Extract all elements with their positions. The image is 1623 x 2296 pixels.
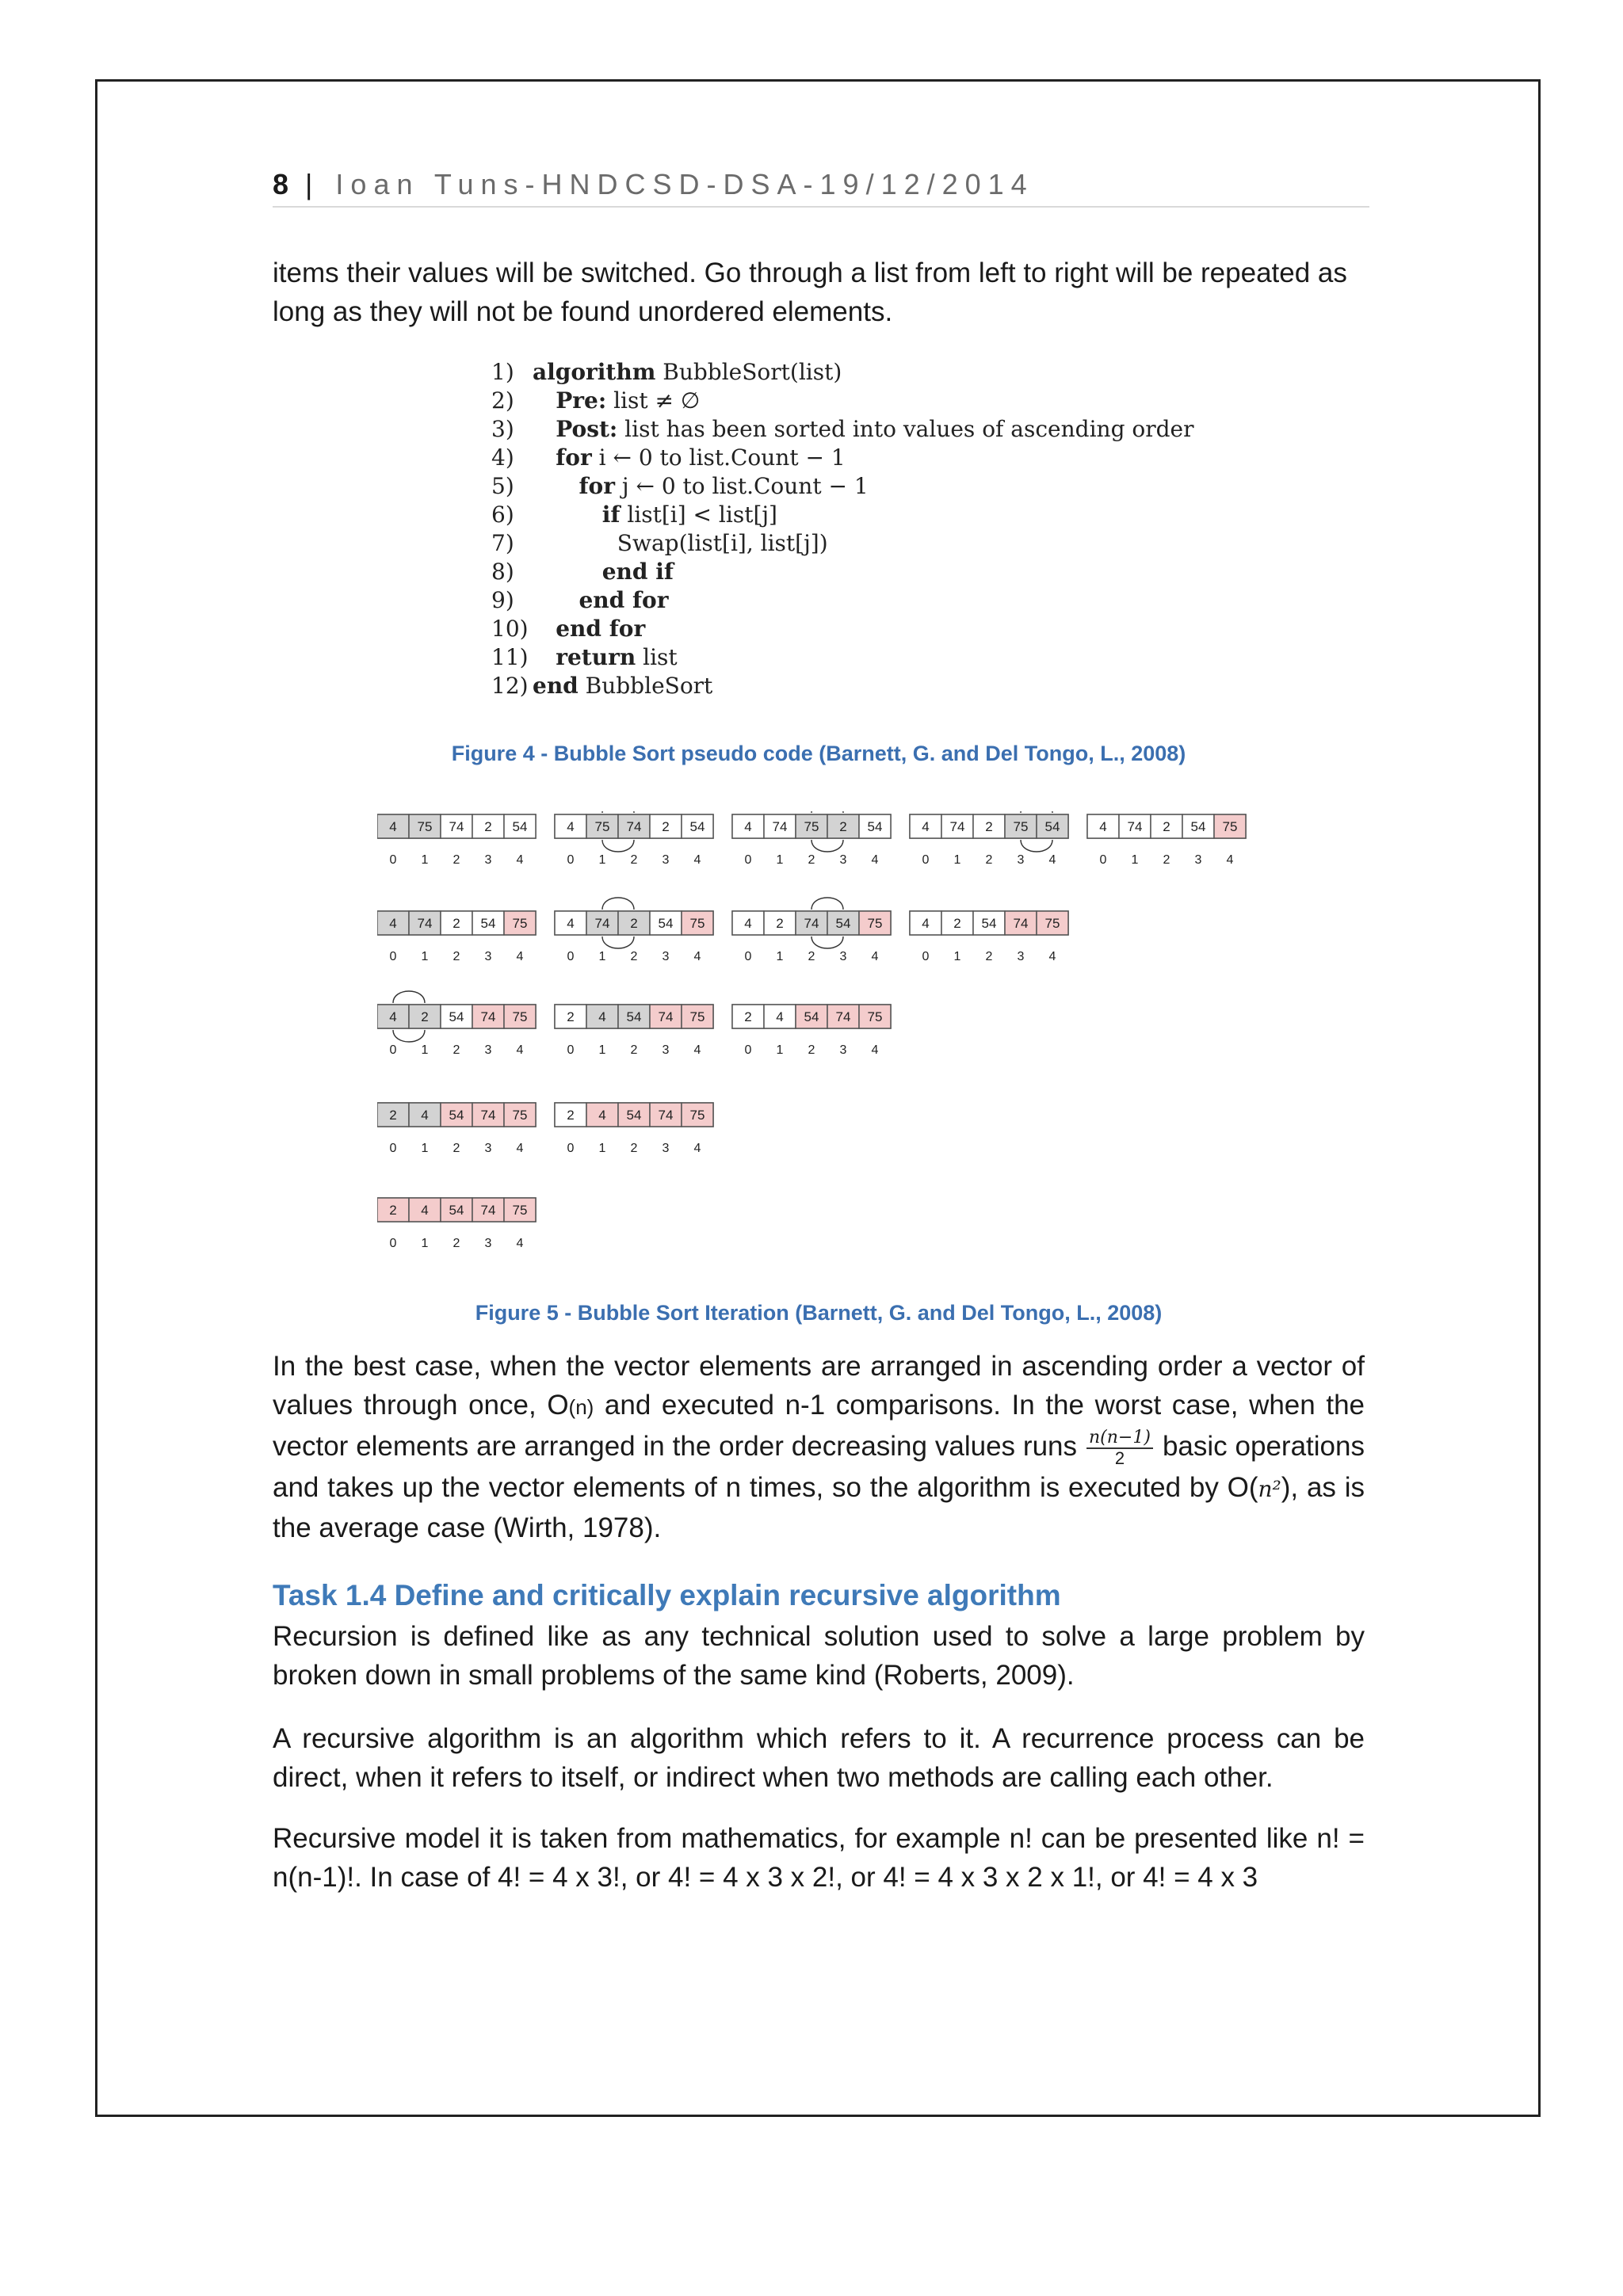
cell-index: 2 xyxy=(630,853,638,867)
array-state xyxy=(555,811,713,867)
swap-arc-bottom xyxy=(812,840,843,852)
cell-index: 3 xyxy=(484,1237,492,1250)
cell-index: 4 xyxy=(871,853,879,867)
cell-value: 2 xyxy=(953,916,961,931)
cell-index: 2 xyxy=(453,950,460,963)
cell-value: 2 xyxy=(839,819,847,834)
cell-index: 3 xyxy=(1017,950,1025,963)
cell-value: 54 xyxy=(626,1009,642,1024)
pseudocode-text: list xyxy=(636,644,678,670)
array-state xyxy=(910,811,1068,867)
cell-value: 2 xyxy=(1163,819,1170,834)
pseudocode-line xyxy=(491,444,1205,472)
cell-value: 75 xyxy=(867,916,883,931)
cell-index: 1 xyxy=(598,1142,606,1155)
cell-value: 75 xyxy=(1044,916,1060,931)
swap-arc-top xyxy=(602,811,634,813)
pseudocode-line xyxy=(491,358,1205,387)
cell-value: 2 xyxy=(421,1009,429,1024)
cell-index: 3 xyxy=(484,1142,492,1155)
pseudocode-line xyxy=(491,501,1205,529)
cell-index: 2 xyxy=(808,853,815,867)
cell-index: 0 xyxy=(389,950,397,963)
array-state xyxy=(377,1198,536,1250)
pseudocode-keyword: Post: xyxy=(533,416,618,442)
cell-index: 4 xyxy=(1048,950,1056,963)
pseudocode-text: list has been sorted into values of ascending order xyxy=(617,416,1194,442)
cell-value: 54 xyxy=(835,916,851,931)
cell-index: 2 xyxy=(1163,853,1170,867)
pseudocode-keyword: end for xyxy=(533,587,669,613)
cell-index: 3 xyxy=(839,853,847,867)
cell-index: 0 xyxy=(1099,853,1107,867)
pseudocode-keyword: for xyxy=(533,444,592,471)
cell-index: 1 xyxy=(776,853,784,867)
cell-value: 4 xyxy=(421,1108,429,1123)
cell-index: 0 xyxy=(922,950,930,963)
cell-value: 54 xyxy=(1190,819,1206,834)
cell-index: 3 xyxy=(484,950,492,963)
cell-value: 54 xyxy=(804,1009,819,1024)
pseudocode-line xyxy=(491,529,1205,558)
cell-index: 2 xyxy=(453,1043,460,1057)
cell-value: 4 xyxy=(567,819,575,834)
pseudocode-line xyxy=(491,558,1205,586)
pseudocode-text: BubbleSort xyxy=(578,673,713,699)
array-state xyxy=(732,811,891,867)
cell-value: 74 xyxy=(480,1108,496,1123)
pseudocode-line xyxy=(491,472,1205,501)
cell-index: 1 xyxy=(776,1043,784,1057)
cell-index: 2 xyxy=(808,950,815,963)
pseudocode-keyword: return xyxy=(533,644,636,670)
cell-index: 4 xyxy=(516,1142,524,1155)
cell-index: 1 xyxy=(421,1237,429,1250)
cell-index: 2 xyxy=(808,1043,815,1057)
cell-value: 4 xyxy=(598,1108,606,1123)
cell-index: 4 xyxy=(1048,853,1056,867)
cell-value: 4 xyxy=(421,1203,429,1218)
cell-value: 2 xyxy=(484,819,492,834)
cell-value: 4 xyxy=(1099,819,1107,834)
cell-value: 75 xyxy=(594,819,610,834)
cell-value: 74 xyxy=(658,1108,674,1123)
cell-index: 2 xyxy=(985,950,993,963)
cell-index: 0 xyxy=(744,1043,752,1057)
cell-index: 0 xyxy=(567,1043,575,1057)
cell-index: 4 xyxy=(516,950,524,963)
cell-value: 74 xyxy=(626,819,642,834)
cell-value: 4 xyxy=(744,819,752,834)
swap-arc-top xyxy=(1021,811,1052,813)
cell-index: 3 xyxy=(839,1043,847,1057)
cell-index: 0 xyxy=(389,1142,397,1155)
cell-value: 4 xyxy=(744,916,752,931)
cell-index: 0 xyxy=(389,853,397,867)
pseudocode-keyword: end if xyxy=(533,559,674,585)
fraction-denominator: 2 xyxy=(1114,1447,1125,1468)
cell-value: 2 xyxy=(744,1009,752,1024)
cell-value: 2 xyxy=(662,819,670,834)
cell-value: 4 xyxy=(389,916,397,931)
cell-index: 4 xyxy=(871,950,879,963)
complexity-text-2: and executed n-1 comparisons. In the worst case, when the vector elements are arranged in the order decreasing values runs xyxy=(273,1390,1365,1462)
recursion-paragraph-2: A recursive algorithm is an algorithm which refers to it. A recurrence process can be direct, when it refers to itself, or indirect when two methods are calling each other. xyxy=(273,1723,1365,1793)
cell-index: 0 xyxy=(389,1237,397,1250)
figure4-caption: Figure 4 - Bubble Sort pseudo code (Barnett, G. and Del Tongo, L., 2008) xyxy=(451,742,1186,765)
fraction-numerator: n(n−1) xyxy=(1086,1428,1153,1449)
cell-index: 2 xyxy=(985,853,993,867)
cell-value: 4 xyxy=(776,1009,784,1024)
array-state xyxy=(377,991,536,1057)
cell-value: 54 xyxy=(981,916,997,931)
cell-value: 4 xyxy=(567,916,575,931)
cell-value: 74 xyxy=(449,819,464,834)
figure5-caption: Figure 5 - Bubble Sort Iteration (Barnett, G. and Del Tongo, L., 2008) xyxy=(475,1301,1163,1325)
cell-value: 4 xyxy=(598,1009,606,1024)
recursion-paragraph-3: Recursive model it is taken from mathematics, for example n! can be presented like n! = n(n-1)!. In case of 4! = 4 x 3!, or 4! = 4 x 3 x 2!, or 4! = 4 x 3 x 2 x 1!, or 4! = 4 x 3 xyxy=(273,1823,1365,1893)
cell-value: 74 xyxy=(480,1009,496,1024)
task-heading: Task 1.4 Define and critically explain recursive algorithm xyxy=(273,1579,1061,1611)
worst-case-fraction xyxy=(1086,1428,1153,1468)
line-number: 12) xyxy=(491,673,529,699)
cell-value: 4 xyxy=(389,1009,397,1024)
cell-index: 3 xyxy=(484,853,492,867)
line-number: 4) xyxy=(491,444,514,471)
cell-value: 75 xyxy=(867,1009,883,1024)
pseudocode-text: list ≠ ∅ xyxy=(606,387,701,414)
cell-value: 75 xyxy=(1222,819,1238,834)
pseudocode-keyword: if xyxy=(533,502,621,528)
bubble-sort-iteration-figure xyxy=(377,811,1265,1263)
cell-value: 75 xyxy=(689,1009,705,1024)
cell-index: 1 xyxy=(598,1043,606,1057)
complexity-text-1: In the best case, when the vector elements are arranged in ascending order a vector of values through once, O xyxy=(273,1351,1365,1421)
pseudocode-line xyxy=(491,672,1205,700)
cell-index: 4 xyxy=(1226,853,1234,867)
swap-arc-top xyxy=(602,898,634,910)
running-title: Ioan Tuns-HNDCSD-DSA-19/12/2014 xyxy=(335,168,1034,200)
cell-value: 2 xyxy=(567,1009,575,1024)
cell-value: 74 xyxy=(1127,819,1143,834)
pseudocode-keyword: algorithm xyxy=(533,359,656,385)
cell-value: 54 xyxy=(689,819,705,834)
header-separator: | xyxy=(305,168,315,200)
cell-index: 1 xyxy=(421,1142,429,1155)
cell-index: 3 xyxy=(1194,853,1202,867)
cell-index: 1 xyxy=(1131,853,1139,867)
pseudocode-text: list[i] < list[j] xyxy=(620,502,777,528)
pseudocode-text: Swap(list[i], list[j]) xyxy=(533,530,828,556)
cell-value: 74 xyxy=(835,1009,851,1024)
cell-value: 2 xyxy=(567,1108,575,1123)
array-state xyxy=(1087,814,1246,867)
swap-arc-bottom xyxy=(602,840,634,852)
pseudocode-text: BubbleSort(list) xyxy=(655,359,842,385)
cell-index: 1 xyxy=(776,950,784,963)
cell-index: 1 xyxy=(953,853,961,867)
cell-value: 4 xyxy=(922,819,930,834)
cell-value: 75 xyxy=(512,1108,528,1123)
cell-index: 4 xyxy=(693,1043,701,1057)
cell-value: 74 xyxy=(804,916,819,931)
cell-value: 54 xyxy=(1044,819,1060,834)
pseudocode-keyword: Pre: xyxy=(533,387,607,414)
cell-index: 4 xyxy=(693,853,701,867)
cell-index: 4 xyxy=(516,1043,524,1057)
array-state xyxy=(377,814,536,867)
cell-index: 0 xyxy=(567,1142,575,1155)
intro-paragraph: items their values will be switched. Go through a list from left to right will be repeated as long as they will not be found unordered elements. xyxy=(273,257,1347,327)
cell-index: 2 xyxy=(453,853,460,867)
line-number: 9) xyxy=(491,587,514,613)
cell-index: 2 xyxy=(630,950,638,963)
line-number: 2) xyxy=(491,387,514,414)
cell-value: 54 xyxy=(658,916,674,931)
swap-arc-bottom xyxy=(602,936,634,948)
cell-index: 4 xyxy=(871,1043,879,1057)
complexity-text-4: ), as is the average case (Wirth, 1978). xyxy=(273,1471,1365,1543)
array-state xyxy=(377,1103,536,1155)
cell-value: 75 xyxy=(689,1108,705,1123)
cell-index: 3 xyxy=(662,853,670,867)
cell-value: 75 xyxy=(512,1203,528,1218)
line-number: 3) xyxy=(491,416,514,442)
cell-index: 4 xyxy=(693,1142,701,1155)
cell-value: 74 xyxy=(480,1203,496,1218)
cell-index: 1 xyxy=(598,950,606,963)
array-state xyxy=(555,1005,713,1057)
cell-value: 74 xyxy=(417,916,433,931)
swap-arc-bottom xyxy=(812,936,843,948)
pseudocode-keyword: end xyxy=(533,673,579,699)
pseudocode-text: j ← 0 to list.Count − 1 xyxy=(614,473,869,499)
cell-index: 2 xyxy=(453,1237,460,1250)
cell-value: 4 xyxy=(922,916,930,931)
pseudocode-line xyxy=(491,586,1205,615)
cell-value: 54 xyxy=(449,1108,464,1123)
cell-value: 2 xyxy=(776,916,784,931)
cell-index: 0 xyxy=(744,853,752,867)
cell-index: 1 xyxy=(421,1043,429,1057)
cell-value: 4 xyxy=(389,819,397,834)
cell-value: 54 xyxy=(449,1009,464,1024)
cell-value: 54 xyxy=(512,819,528,834)
swap-arc-bottom xyxy=(1021,840,1052,852)
complexity-text-3: basic operations and takes up the vector elements of n times, so the algorithm is executed by O( xyxy=(273,1431,1365,1503)
page-header xyxy=(273,168,1369,208)
swap-arc-top xyxy=(393,991,425,1003)
cell-value: 54 xyxy=(867,819,883,834)
recursion-paragraph-1: Recursion is defined like as any technical solution used to solve a large problem by broken down in small problems of the same kind (Roberts, 2009). xyxy=(273,1621,1365,1691)
array-state xyxy=(555,898,713,963)
cell-index: 4 xyxy=(693,950,701,963)
line-number: 8) xyxy=(491,559,514,585)
array-state xyxy=(377,911,536,963)
cell-value: 2 xyxy=(453,916,460,931)
cell-index: 3 xyxy=(1017,853,1025,867)
swap-arc-bottom xyxy=(393,1030,425,1042)
line-number: 7) xyxy=(491,530,514,556)
complexity-paragraph xyxy=(273,1347,1365,1547)
line-number: 11) xyxy=(491,644,529,670)
cell-value: 54 xyxy=(626,1108,642,1123)
cell-index: 3 xyxy=(839,950,847,963)
line-number: 6) xyxy=(491,502,514,528)
cell-value: 75 xyxy=(689,916,705,931)
swap-arc-top xyxy=(812,898,843,910)
pseudocode-keyword: for xyxy=(533,473,615,499)
pseudocode-text: i ← 0 to list.Count − 1 xyxy=(591,444,846,471)
cell-value: 74 xyxy=(1013,916,1029,931)
array-state xyxy=(732,1005,891,1057)
pseudocode-line xyxy=(491,643,1205,672)
cell-index: 0 xyxy=(567,950,575,963)
cell-index: 0 xyxy=(567,853,575,867)
cell-index: 1 xyxy=(421,853,429,867)
cell-index: 1 xyxy=(421,950,429,963)
cell-index: 2 xyxy=(453,1142,460,1155)
cell-value: 75 xyxy=(512,916,528,931)
pseudocode-line xyxy=(491,415,1205,444)
pseudocode-keyword: end for xyxy=(533,616,646,642)
cell-index: 0 xyxy=(389,1043,397,1057)
swap-arc-top xyxy=(812,811,843,813)
cell-index: 3 xyxy=(662,1142,670,1155)
cell-value: 2 xyxy=(389,1108,397,1123)
cell-index: 2 xyxy=(630,1142,638,1155)
cell-index: 1 xyxy=(953,950,961,963)
cell-value: 54 xyxy=(449,1203,464,1218)
cell-value: 75 xyxy=(512,1009,528,1024)
cell-value: 2 xyxy=(630,916,638,931)
cell-value: 75 xyxy=(417,819,433,834)
cell-index: 1 xyxy=(598,853,606,867)
cell-index: 0 xyxy=(922,853,930,867)
cell-index: 2 xyxy=(630,1043,638,1057)
cell-value: 74 xyxy=(949,819,965,834)
cell-value: 74 xyxy=(658,1009,674,1024)
cell-index: 0 xyxy=(744,950,752,963)
array-state xyxy=(910,911,1068,963)
cell-index: 3 xyxy=(662,1043,670,1057)
cell-value: 75 xyxy=(804,819,819,834)
cell-index: 3 xyxy=(484,1043,492,1057)
array-state xyxy=(555,1103,713,1155)
cell-value: 74 xyxy=(772,819,788,834)
pseudocode-line xyxy=(491,615,1205,643)
cell-index: 3 xyxy=(662,950,670,963)
cell-value: 75 xyxy=(1013,819,1029,834)
cell-value: 2 xyxy=(389,1203,397,1218)
line-number: 1) xyxy=(491,359,514,385)
pseudocode-line xyxy=(491,387,1205,415)
n-squared: n² xyxy=(1258,1475,1281,1502)
pseudocode-block xyxy=(491,358,1205,700)
line-number: 5) xyxy=(491,473,514,499)
page-number: 8 xyxy=(273,168,291,200)
cell-value: 74 xyxy=(594,916,610,931)
big-o-n: (n) xyxy=(568,1395,594,1419)
cell-index: 4 xyxy=(516,853,524,867)
cell-value: 54 xyxy=(480,916,496,931)
cell-index: 4 xyxy=(516,1237,524,1250)
line-number: 10) xyxy=(491,616,529,642)
array-state xyxy=(732,898,891,963)
cell-value: 2 xyxy=(985,819,993,834)
